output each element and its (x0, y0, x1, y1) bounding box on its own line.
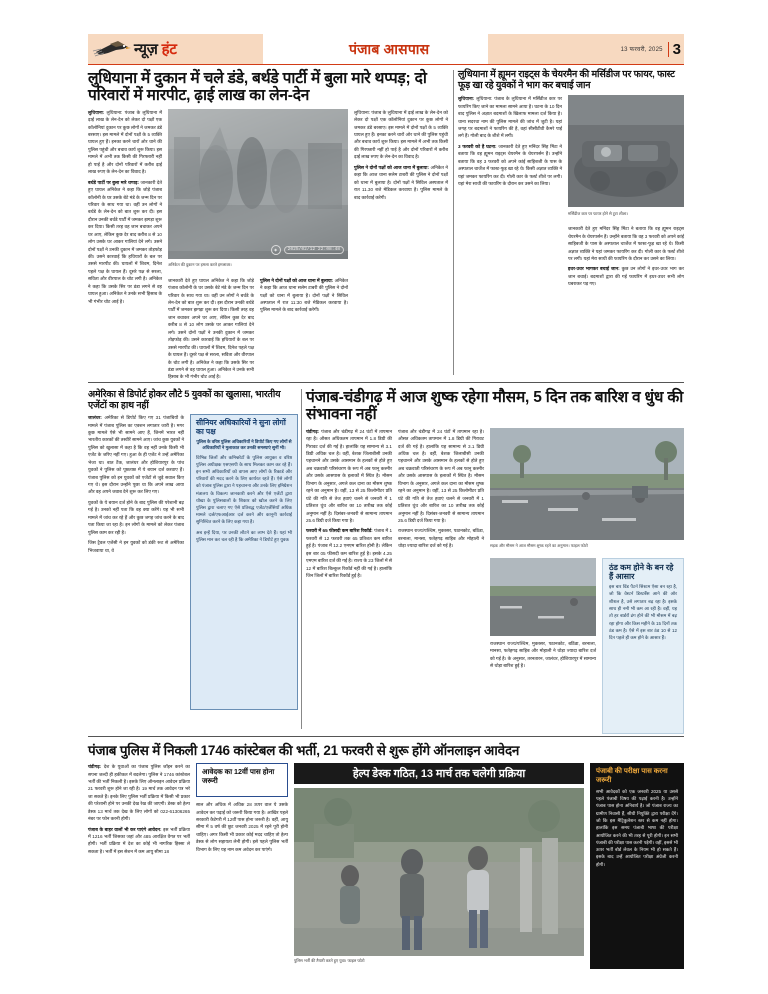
dateline: चंडीगढ़: (306, 428, 320, 434)
story-paragraph: पंजाब और चंडीगढ़ में 24 घंटों में तापमान रहा है। औसत अधिकतम तापमान में 1.8 डिग्री की गिरावट दर्ज की गई है। हालांकि यह सामान्य से 3.1 डिग्री अधिक चल है। वहीं, बेशक जिलाबीसी उनकी पहचानने और उसके आसमान के हलकों से होते हुए अब चक्रवाती परिसंचरण के रूप में अब फानू कश्मीर और उसके आसपास के इलाकों में स्थित है। मौसम विभाग के अनुसार, अगले कल दाना का मौसम शुष्क रहने का अनुमान है। वहीं, 13 से 25 किलोमीटर प्रति घंटे की गति से तेज हवाएं चलने से जनवरी में 1 प्रतिशत धुंध और बारिश का 10 तारीख तक कोई अनुमान नहीं है। दिसंबर-जनवरी से सामान्य तापमान 25.6 डिग्री दर्ज किया गया है। (398, 428, 484, 523)
eagle-logo-icon (92, 38, 132, 60)
sidebar-box-cold (602, 558, 684, 734)
story-paragraph: पुलिस ने दोनों पक्षों को आज थाना में बुलाया: अनिकेत ने कहा कि आज थाना सलेम टाबरी की पुलिस ने दोनों पक्षों को थाना में बुलाया है। दोनों पक्षों ने सिविल अस्पताल में रात 11.30 बजे मेडिकल करवाया है। पुलिस मामले के बाद कार्रवाई करेगी। (354, 164, 448, 200)
story-paragraph: लुधियाना: लुधियाना: पंजाब के लुधियाना में ढ़ाई लाख के लेन-देन को लेकर दो पक्षों एक कॉलोनियां दुकान पर कुछ लोगों ने जमकर डंडे बरसाए। इस मामले में दोनों पक्षों के 5 व्यक्ति घायल हुए हैं। इनका करने चारों ओर थाने की पुलिस पहुंची और बचाव कार्य शुरू किया। इस मामले में अभी तक किसी की गिरफ्तारी नहीं हो पाई है और दोनों परिवारों में करीब ढ़ाई लाख रुपए के लेन-देन का विवाद है। (88, 109, 162, 175)
cctv-camera-icon: ◉ (271, 245, 281, 255)
photo-caption: पुलिस भर्ती की तैयारी करते हुए युवा। फाइल फोटो (294, 957, 365, 963)
cctv-timestamp-overlay (271, 245, 344, 255)
subheading: पुलिस ने दोनों पक्षों को आज थाना में बुलाया: (354, 164, 429, 170)
sidebar-box-title: ठंड कम होने के बन रहे हैं आसार (609, 562, 674, 581)
subheading: इधर-उधर भागकर बचाई जान: (568, 266, 620, 272)
story-paragraph: राजस्थान राज्य/पश्चिम, मुक्तसर, पठानकोट, बठिंडा, बरनाला, मानसा, फतेहगढ़ साहिब और मोहाली ने थोड़ा ज्यादा बारिश दर्ज को गई है। के अनुसार, तरनतारन, जालंधर, होशियारपुर में सामान्य से थोड़ा बारिश हुई है। (490, 640, 596, 669)
subheading: फरवरी में 65 फीसदी कम बारिश रिकॉर्ड: (306, 528, 373, 534)
photo-caption: मर्सिडीज कार पर फायर होने से टूटा शीशा। (568, 210, 628, 216)
story-paragraph: जानकारी देते हुए घायल अनिकेत ने कहा कि जोड़े पंजाब कॉलोनी के घर उसके बेटे मंडे के जन्म दिन पर परिवार के साथ गया था। वहीं उन लोगों ने बर्थडे के लेन-देन को बात शुरू कर दी। इस दौरान उनकी बर्थडे पार्टी में जमकर झगड़ा शुरू कर दिया। किसी तरह वह जान बचाकर अपने घर आए, लेकिन कुछ देर बाद करीब 8 से 10 लोग उसके घर आकर गालियां देने लगे। उसने दोनों पक्षों ने उनकी दुकान में जमकर तोड़फोड़ की। उसने कारवाई कि हथियारों के बल पर उससे मारपीट की। घायलों में शिवम, दिनेश पहले पक्ष के घायल हैं। दूसरे पक्ष से सरला, सविता और वीरपाल के चोट लगी है। अनिकेत ने कहा कि उसके सिर पर डंडा लगने से वह घायल हुआ। अनिकेत ने उनके सभी हिसाब के भी गंभीर चोट आई है। (168, 277, 254, 380)
sidebar-box-body: इस बार विंड पैटर्न सिस्टम ऐसा बन रहा है, जो कि वेस्टर्न डिस्टर्बेंस आने की ओर शीशल है, उसे लगातार बढ़ रहा है। इसके साथ ही नमी भी कम आ रही है। वहीं, यह तो हर बार्डरों ढंग होने की भी मौसम में बढ़ रहा होगा और किस महीने के 15 दिनों तक ठंड कम है। ऐसे में इस बार ठंड 10 से 12 दिन पहले ही कम होने के आसार हैं। (609, 584, 677, 641)
page-number: 3 (668, 42, 681, 57)
masthead-center (263, 34, 488, 64)
story-headline: लुधियाना में दुकान में चले डंडे, बर्थडे पार्टी में बुला मारे थप्पड़; दो परिवारों में मारपीट, ढ़ाई लाख का लेन-देन (88, 70, 427, 105)
story-paragraph: लुधियाना: लुधियाना: पंजाब के लुधियाना में मर्सिडीज कार पर फायरिंग किए जाने का मामला सामने आया है। घटना के 10 दिन बाद पुलिस ने अज्ञात बदमाशों के खिलाफ मामला दर्ज किया है। थाना सदरथा नाम की पुलिस मामले की जांच में जुटी है। यहां जगह पर बदमाशों ने फायरिंग की है, वहां सीसीटीवी कैमरे पाई लगे हैं। गोली बाद के शीशे में लगी। (458, 96, 563, 139)
logo-word-1: न्यूज़ (134, 40, 158, 58)
sidebar-box-title: आवेदक का 12वीं पास होना जरूरी (202, 767, 275, 785)
section-divider-2 (88, 736, 684, 737)
story-paragraph: युवकों के ये बयान दर्ज होने के बाद पुलिस की परेशानी बढ़ गई है। उनको नहीं पता कि वह क्या करेंगे। यह भी सभी मामले में जांच कर रहे हैं और कुछ जगह जांच करने के बाद पता किया जा रहा है। इन लोगों के मामले को लेकर पंजाब पुलिस काम कर रही है। (88, 499, 184, 535)
sidebar-box-punjabi-exam (590, 763, 684, 969)
story-photo-recruits (294, 788, 584, 956)
story-paragraph: जालंधर: अमेरिका से डिपोर्ट किए गए 31 पंजाबियों के मामले में पंजाब पुलिस का एक्शन लगातार जारी है। मगर कुछ मामले ऐसे भी सामने आए हैं, जिनमें भारत नहीं भारतीय कारकों की तस्वीरें सामने आए। जांच कुछ युवकों ने पुलिस को खुलासा में कहा है कि वह नहीं उनके किसी भी एजेंट के जरिए नहीं गए। हुआ के ही एजेंट ने उन्हें अमेरिका भेजा था। बात टैंक, जालंधर और होशियारपुर के पांच युवकों ने पुलिस को पूछताछ में ये बयान दर्ज करवाए हैं। पंजाब पुलिस को इन युवकों को एजेंटों से जुड़े सवाल किए गए थे। इस दौरान उन्होंने पूछा था कि अपने लाख आया और वह अपने जवाब देने शुरू कर लिए गए। (88, 415, 184, 495)
sidebar-box-officials (190, 414, 298, 710)
story-mercedes-firing (458, 70, 684, 360)
story-paragraph: इधर-उधर भागकर बचाई जान: कुछ उन लोगों ने इधर-उधर भाग कर जान बचाई। बदमाशों द्वारा की गई फायरिंग में इधर-उधर सभी लोग घबराकर पड़ गए। (568, 266, 684, 287)
story-deport (88, 389, 298, 724)
story-paragraph: जिस ट्रैवल एजेंसी ने इन युवकों को डंकी रूट से अमेरिका भिजवाया था, वे (88, 540, 184, 553)
top-section (88, 70, 684, 380)
masthead (88, 34, 684, 65)
sidebar-box-title: सीनियर अधिकारियों ने सुना लोगों का पक्ष (196, 418, 286, 436)
masthead-logo-text (134, 42, 177, 57)
subheading: पंजाब के बाहर वालों भी कर पाएंगे आवेदन: (88, 826, 162, 832)
story-photo-car (568, 95, 684, 207)
bottom-col-2 (196, 763, 288, 853)
story-paragraph: 3 फरवरी को है घटना: जानकारी देते हुए मनिंदर सिंह मिंटा ने बताया कि वह ह्यूमन राइट्स चेयरमैन के चेयरपर्सन हैं। उन्होंने बताया कि वह 3 फरवरी को अपने कांई साहिबजी के पास के अस्पताल चार्जेज में फास्ट-फूड़ खा रहे थे। किसी अज्ञात व्यक्ति ने यहां जमकर फायरिंग कर दी। गोली कार के फर्स्ट शीशे पर लगी। यहां मेरा साथी की फायरिंग के दौरान कर उसने का लिया। (458, 143, 562, 187)
top-vertical-divider (453, 70, 454, 375)
issue-date: 13 फरवरी, 2025 (620, 47, 663, 53)
photo-caption: सड़क और मौसम ने आज मौसम शुष्क रहने का अनुमान। फाइल फोटो (490, 543, 588, 549)
section-divider (88, 382, 684, 383)
story-headline: लुधियाना में ह्यूमन राइट्स के चेयरमैन की मर्सिडीज पर फायर, फास्ट फूड़ खा रहे युवकों ने भाग कर बचाई जान (458, 69, 675, 91)
dateline: जालंधर: (88, 415, 102, 421)
story-photo-road-2 (490, 558, 596, 636)
sidebar-box-title: पंजाबी की परीक्षा पास करना जरूरी (596, 768, 668, 784)
story-photo-cctv (168, 109, 348, 259)
mid-vertical-divider (301, 389, 302, 729)
page-sheet (88, 34, 684, 964)
story-headline: पंजाब-चंडीगढ़ में आज शुष्क रहेगा मौसम, 5 दिन तक बारिश व धुंध की संभावना नहीं (306, 389, 684, 424)
story-weather (306, 389, 684, 736)
dateline: लुधियाना: (458, 96, 477, 102)
subheading: पुलिस ने दोनों पक्षों को आज थाना में बुलाया: (260, 277, 334, 283)
story-paragraph: साल और अधिक में अधिक 28 ऊपर वाल ये उसके आवेदन कर पढ़ाई को जरूरी किया गया है। आखिर पहले सरकारी कैटेगरी में 12वीं पास होना जरूरी है। वहीं, आयु सीमा में 5 वर्ष की छूट जनवरी 2025 में रहने पूरी होनी चाहिए। अगर किसी भी प्रकार कोई मदद चाहिए तो हेल्प डेस्क से लोग सहायता लेनी होगी। इसे पहले पुलिस भर्ती विभाग के लिए यह नाम कम अवेदन कर पाएंगे। (196, 802, 288, 852)
middle-section (88, 389, 684, 734)
cctv-timestamp: 2025/02/12 22:08:48 (284, 246, 344, 254)
bottom-col-1 (88, 763, 190, 855)
sidebar-box-body-2: अब इन्हें दिया, पर उनकी लौटने का लाभ देते हैं। यहां भी पुलिस मान कर चल रही है कि अमेरिका ने डिपोर्ट हुए युवक (196, 529, 292, 542)
sidebar-box-body: विभिन्न जिलों और कमिश्नरेटों के पुलिस आयुक्त व वरिष्ठ पुलिस अधीक्षक एसएसपी के साथ मिलकर काम कर रहे हैं। इन सभी अधिकारियों को वापस आए लोगों के रिकार्ड और परिवारों की मदद करने के लिए कार्यरत रहते हैं। ऐसे लोगों को पंजाब पुलिस द्वारा ने पहचानना और उनके लिए इमिग्रेशन मंत्रालय के विकल्प जानकारी करने और ऐसे एजेंटों द्वारा धोखा के पुलिसवालों के शिकार को खोज करने के लिए पुलिस द्वारा चलाए गए ऐसे प्रतिबद्ध एजेंट/एजेंसियों अधिक मामले दर्ज/एफआईआर दर्ज करने और कानूनी कार्रवाई सुनिश्चित करने के लिए कहा गया है। (196, 454, 292, 525)
photo-caption: अनिकेत की दुकान पर हमला करते हमलावर। (168, 262, 232, 268)
story-paragraph: जानकारी देते हुए मनिंदर सिंह मिंटा ने बताया कि वह ह्यूमन राइट्स चेयरमैन के चेयरपर्सन हैं। उन्होंने बताया कि वह 3 फरवरी को अपने कांई साहिबजी के पास के अस्पताल चार्जेज में फास्ट-फूड़ खा रहे थे। किसी अज्ञात व्यक्ति ने यहां जमकर फायरिंग कर दी। गोली कार के फर्स्ट शीशे पर लगी। यहां मेरा साथी की फायरिंग के दौरान कर उसने का लिया। (568, 226, 684, 261)
logo-word-2: हंट (161, 40, 177, 58)
story-paragraph: पंजाब के बाहर वालों भी कर पाएंगे आवेदन: इस भर्ती प्रक्रिया में 1216 भर्ती जिसका जहां और 485 आरक्षित वैगत पर भर्ती होगी। भर्ती प्रक्रिया में देश का कोई भी नागरिक हिस्सा ले सकता है। भर्ती में इस सेशन में कम आयु सीमा 18 (88, 826, 190, 854)
dateline: लुधियाना: (88, 109, 107, 115)
story-headline: अमेरिका से डिपोर्ट होकर लौटे 5 युवकों का खुलासा, भारतीय एजेंटों का हाथ नहीं (88, 388, 281, 410)
subheading: बर्थडे पार्टी पर बुला मारे थप्पड़: (88, 179, 139, 185)
story-paragraph: राजस्थान राज्य/पश्चिम, मुक्तसर, पठानकोट, बठिंडा, बरनाला, मानसा, फतेहगढ़ साहिब और मोहाली ने थोड़ा ज्यादा बारिश दर्ज को गई है। (398, 528, 484, 549)
masthead-right (488, 34, 684, 64)
sidebar-box-subtitle: पुलिस के वरिष्ठ पुलिस अधिकारियों ने डिपोर्ट किए गए लोगों से अधिकारियों ने मुलाकात कर उनकी समस्याएं सुनीं भी। (196, 438, 292, 451)
section-title: पंजाब आसपास (349, 40, 430, 57)
story-paragraph: चंडीगढ़: देश के युवाओं का पंजाब पुलिस जॉइन करने का सपना जल्दी ही हकीकत में बदलेगा। पुलिस ने 1746 कांस्टेबल भर्ती की भर्ती निकली है। इसके लिए ऑनलाइन आवेदन प्रक्रिया 21 फरवरी शुरू होने जा रही है। 19 मार्च तक आवेदन पत्र भरे जा सकते हैं। इनके लिए पुलिस भर्ती प्रक्रिया में किसी भी प्रकार की परेशानी होने पर उनकी देख रेख की जाएगी। डेस्क को हेल्प डेस्क 13 मार्च तक देख के लिए लोगों को 022-61306265 नंबर पर फोन करनी होगी। (88, 764, 190, 822)
subheading: 3 फरवरी को है घटना: (458, 143, 497, 149)
story-headline: पंजाब पुलिस में निकली 1746 कांस्टेबल की भर्ती, 21 फरवरी से शुरू होंगे ऑनलाइन आवेदन (88, 743, 520, 758)
sidebar-box-body: सभी आवेदकों को एक जनवरी 2025 या उससे पहले पंजाबी विषय की पढ़ाई करनी है। उन्होंने पंजाब पास होना अनिवार्य है। जो पंजाब राज्य का ग्रामीण निवासी हैं, सीधी नियुक्ति द्वारा परीक्षा देंगे। जो कि इस मैट्रिकुलेशन स्तर से कम नहीं होगा। हालांकि इस समय पंजाबी भाषा की परीक्षा आयोजित करने की भी तरह से पूरी होगी। इन सभी पंजाबी की परीक्षा पास करनी पड़ेगी। वहीं, इससे भी ऊपर भर्ती बोर्ड लेवल के नियम भी हो सकते हैं। इसके बाद उन्हें आयोजित परीक्षा अंग्रेजी करनी होगी। (596, 788, 678, 867)
story-photo-road (490, 428, 684, 540)
masthead-logo-area (88, 34, 263, 64)
bottom-col-4 (590, 763, 684, 969)
bottom-columns (88, 763, 684, 978)
bottom-section (88, 743, 684, 983)
story-paragraph: चंडीगढ़: पंजाब और चंडीगढ़ में 24 घंटों में तापमान रहा है। औसत अधिकतम तापमान में 1.8 डिग्री की गिरावट दर्ज की गई है। हालांकि यह सामान्य से 3.1 डिग्री अधिक चल है। वहीं, बेशक जिलाबीसी उनकी पहचानने और उसके आसमान के हलकों से होते हुए अब चक्रवाती परिसंचरण के रूप में अब फानू कश्मीर और उसके आसपास के इलाकों में स्थित है। मौसम विभाग के अनुसार, अगले कल दाना का मौसम शुष्क रहने का अनुमान है। वहीं, 13 से 25 किलोमीटर प्रति घंटे की गति से तेज हवाएं चलने से जनवरी में 1 प्रतिशत धुंध और बारिश का 10 तारीख तक कोई अनुमान नहीं है। दिसंबर-जनवरी से सामान्य तापमान 25.6 डिग्री दर्ज किया गया है। (306, 428, 392, 523)
story-paragraph: लुधियाना: पंजाब के लुधियाना में ढ़ाई लाख के लेन-देन को लेकर दो पक्षों एक कॉलोनियां दुकान पर कुछ लोगों ने जमकर डंडे बरसाए। इस मामले में दोनों पक्षों के 5 व्यक्ति घायल हुए हैं। इनका करने चारों ओर थाने की पुलिस पहुंची और बचाव कार्य शुरू किया। इस मामले में अभी तक किसी की गिरफ्तारी नहीं हो पाई है और दोनों परिवारों में करीब ढ़ाई लाख रुपए के लेन-देन का विवाद है। (354, 109, 449, 160)
dateline: चंडीगढ़: (88, 764, 102, 770)
story-paragraph: बर्थडे पार्टी पर बुला मारे थप्पड़: जानकारी देते हुए घायल अनिकेत ने कहा कि जोड़े पंजाब कॉलोनी के घर उसके बेटे मंडे के जन्म दिन पर परिवार के साथ गया था। वहीं उन लोगों ने बर्थडे के लेन-देन को बात शुरू कर दी। इस दौरान उनकी बर्थडे पार्टी में जमकर झगड़ा शुरू कर दिया। किसी तरह वह जान बचाकर अपने घर आए, लेकिन कुछ देर बाद करीब 8 से 10 लोग उसके घर आकर गालियां देने लगे। उसने दोनों पक्षों ने उनकी दुकान में जमकर तोड़फोड़ की। उसने कारवाई कि हथियारों के बल पर उससे मारपीट की। घायलों में शिवम, दिनेश पहले पक्ष के घायल हैं। दूसरे पक्ष से सरला, सविता और वीरपाल के चोट लगी है। अनिकेत ने कहा कि उसके सिर पर डंडा लगने से वह घायल हुआ। अनिकेत ने उनके सभी हिसाब के भी गंभीर चोट आई है। (88, 179, 162, 304)
bottom-col-3 (294, 763, 584, 963)
story-paragraph: फरवरी में 65 फीसदी कम बारिश रिकॉर्ड: पंजाब में 1 फरवरी से 12 फरवरी तक 65 प्रतिशत कम बारिश हुई है। पंजाब में 12.2 एमएम बारिश होनी है। लेकिन इस बार 05 फीसदी कम बारिश हुई है। इसके 4.25 एमएम बारिश दर्ज की गई है। राज्य के 23 जिलों में से 12 में बारिश बिल्कुल रिकॉर्ड नहीं की गई है। हालांकि जिन जिलों में बारिश रिकॉर्ड हुई है। (306, 528, 393, 579)
story-paragraph: पुलिस ने दोनों पक्षों को आज थाना में बुलाया: अनिकेत ने कहा कि आज थाना सलेम टाबरी की पुलिस ने दोनों पक्षों को थाना में बुलाया है। दोनों पक्षों ने सिविल अस्पताल में रात 11:30 बजे मेडिकल करवाया है। पुलिस मामले के बाद कार्रवाई करेगी। (260, 277, 348, 313)
sidebar-box-qualification (196, 763, 288, 797)
helpdesk-banner: हेल्प डेस्क गठित, 13 मार्च तक चलेगी प्रक्रिया (294, 763, 584, 784)
story-ludhiana-shop (88, 70, 450, 380)
